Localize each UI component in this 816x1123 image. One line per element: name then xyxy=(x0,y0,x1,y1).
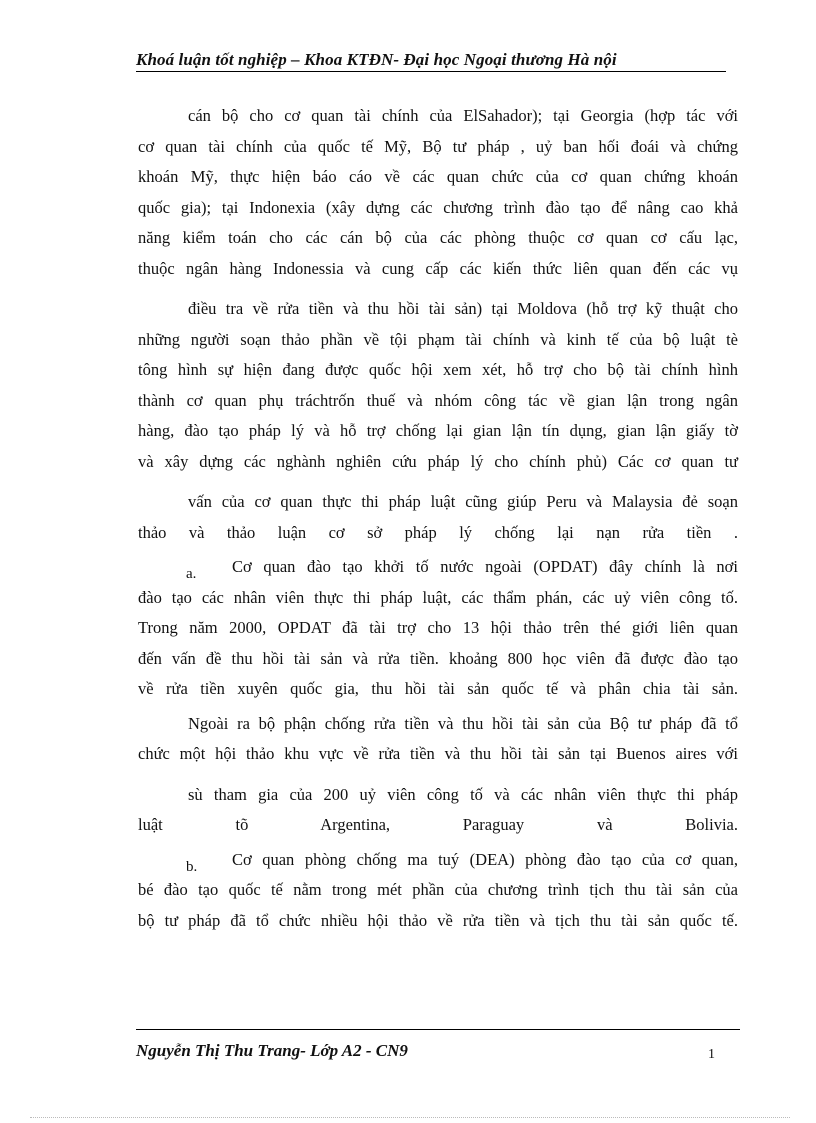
paragraph-text: Cơ quan đào tạo khởi tố nước ngoài (OPDAT) đây chính là nơi xyxy=(232,557,738,576)
paragraph-line: khoán Mỹ, thực hiện báo cáo về các quan chức của cơ quan chứng khoán xyxy=(138,167,738,186)
paragraph-line: và xây dựng các nghành nghiên cứu pháp lý cho chính phủ) Các cơ quan tư xyxy=(138,451,738,471)
list-item-b-first-line xyxy=(138,845,738,876)
list-label-b: b. xyxy=(186,858,198,875)
paragraph-line: luật tõ Argentina, Paraguay và Bolivia. xyxy=(138,815,738,834)
header-rule xyxy=(136,71,726,72)
paragraph-line: cơ quan tài chính của quốc tế Mỹ, Bộ tư pháp , uỷ ban hối đoái và chứng xyxy=(138,136,738,156)
paragraph-line: bé đào tạo quốc tế nằm trong mét phần của chương trình tịch thu tài sản của xyxy=(138,880,738,899)
header-title: Khoá luận tốt nghiệp – Khoa KTĐN- Đại học Ngoại thương Hà nội xyxy=(136,50,617,69)
paragraph-line: đào tạo các nhân viên thực thi pháp luật, các thẩm phán, các uỷ viên công tố. xyxy=(138,587,738,607)
body-text xyxy=(138,101,738,936)
paragraph-line: năng kiểm toán cho các cán bộ của các phòng thuộc cơ quan cơ cấu lạc, xyxy=(138,228,738,247)
paragraph-line: chức một hội thảo khu vực về rửa tiền và thu hồi tài sản tại Buenos aires với xyxy=(138,744,738,763)
paragraph-text: Cơ quan phòng chống ma tuý (DEA) phòng đào tạo của cơ quan, xyxy=(232,849,738,869)
paragraph-line: quốc gia); tại Indonexia (xây dựng các chương trình đào tạo để nâng cao khả xyxy=(138,197,738,217)
paragraph-line: thành cơ quan phụ tráchtrốn thuế và nhóm công tác về gian lận trong ngân xyxy=(138,390,738,410)
paragraph-line: cán bộ cho cơ quan tài chính của ElSahador); tại Georgia (hợp tác với xyxy=(188,106,738,125)
paragraph-line: thảo và thảo luận cơ sở pháp lý chống lại nạn rửa tiền . xyxy=(138,522,738,542)
paragraph-line: điều tra về rửa tiền và thu hồi tài sản) tại Moldova (hỗ trợ kỹ thuật cho xyxy=(188,299,738,318)
paragraph-line: Trong năm 2000, OPDAT đã tài trợ cho 13 hội thảo trên thé giới liên quan xyxy=(138,618,738,637)
footer-rule xyxy=(136,1029,740,1030)
footer-author: Nguyễn Thị Thu Trang- Lớp A2 - CN9 xyxy=(136,1041,408,1060)
paragraph-line: về rửa tiền xuyên quốc gia, thu hồi tài sản quốc tế và phân chia tài sản. xyxy=(138,679,738,698)
paragraph-line: tông hình sự hiện đang được quốc hội xem xét, hỗ trợ cho bộ tài chính hình xyxy=(138,360,738,379)
list-item-a-first-line xyxy=(138,552,738,583)
paragraph-line: thuộc ngân hàng Indonessia và cung cấp các kiến thức liên quan đến các vụ xyxy=(138,258,738,278)
list-label-a: a. xyxy=(186,566,197,582)
paragraph-line: Ngoài ra bộ phận chống rửa tiền và thu hồi tài sản của Bộ tư pháp đã tổ xyxy=(188,713,738,733)
page-bottom-border xyxy=(30,1117,790,1118)
paragraph-line: đến vấn đề thu hồi tài sản và rửa tiền. khoảng 800 học viên đã được đào tạo xyxy=(138,648,738,668)
paragraph-line: những người soạn thảo phần về tội phạm tài chính và kinh tế của bộ luật tè xyxy=(138,329,738,349)
paragraph-line: vấn của cơ quan thực thi pháp luật cũng giúp Peru và Malaysia đẻ soạn xyxy=(188,492,738,511)
page-header xyxy=(136,50,726,70)
paragraph-line: sù tham gia của 200 uỷ viên công tố và các nhân viên thực thi pháp xyxy=(188,784,738,804)
page-number: 1 xyxy=(708,1047,715,1062)
paragraph-line: hàng, đào tạo pháp lý và hỗ trợ chống lại gian lận tín dụng, gian lận giấy tờ xyxy=(138,421,738,440)
paragraph-line: bộ tư pháp đã tổ chức nhiều hội thảo về rửa tiền và tịch thu tài sản quốc tế. xyxy=(138,910,738,930)
